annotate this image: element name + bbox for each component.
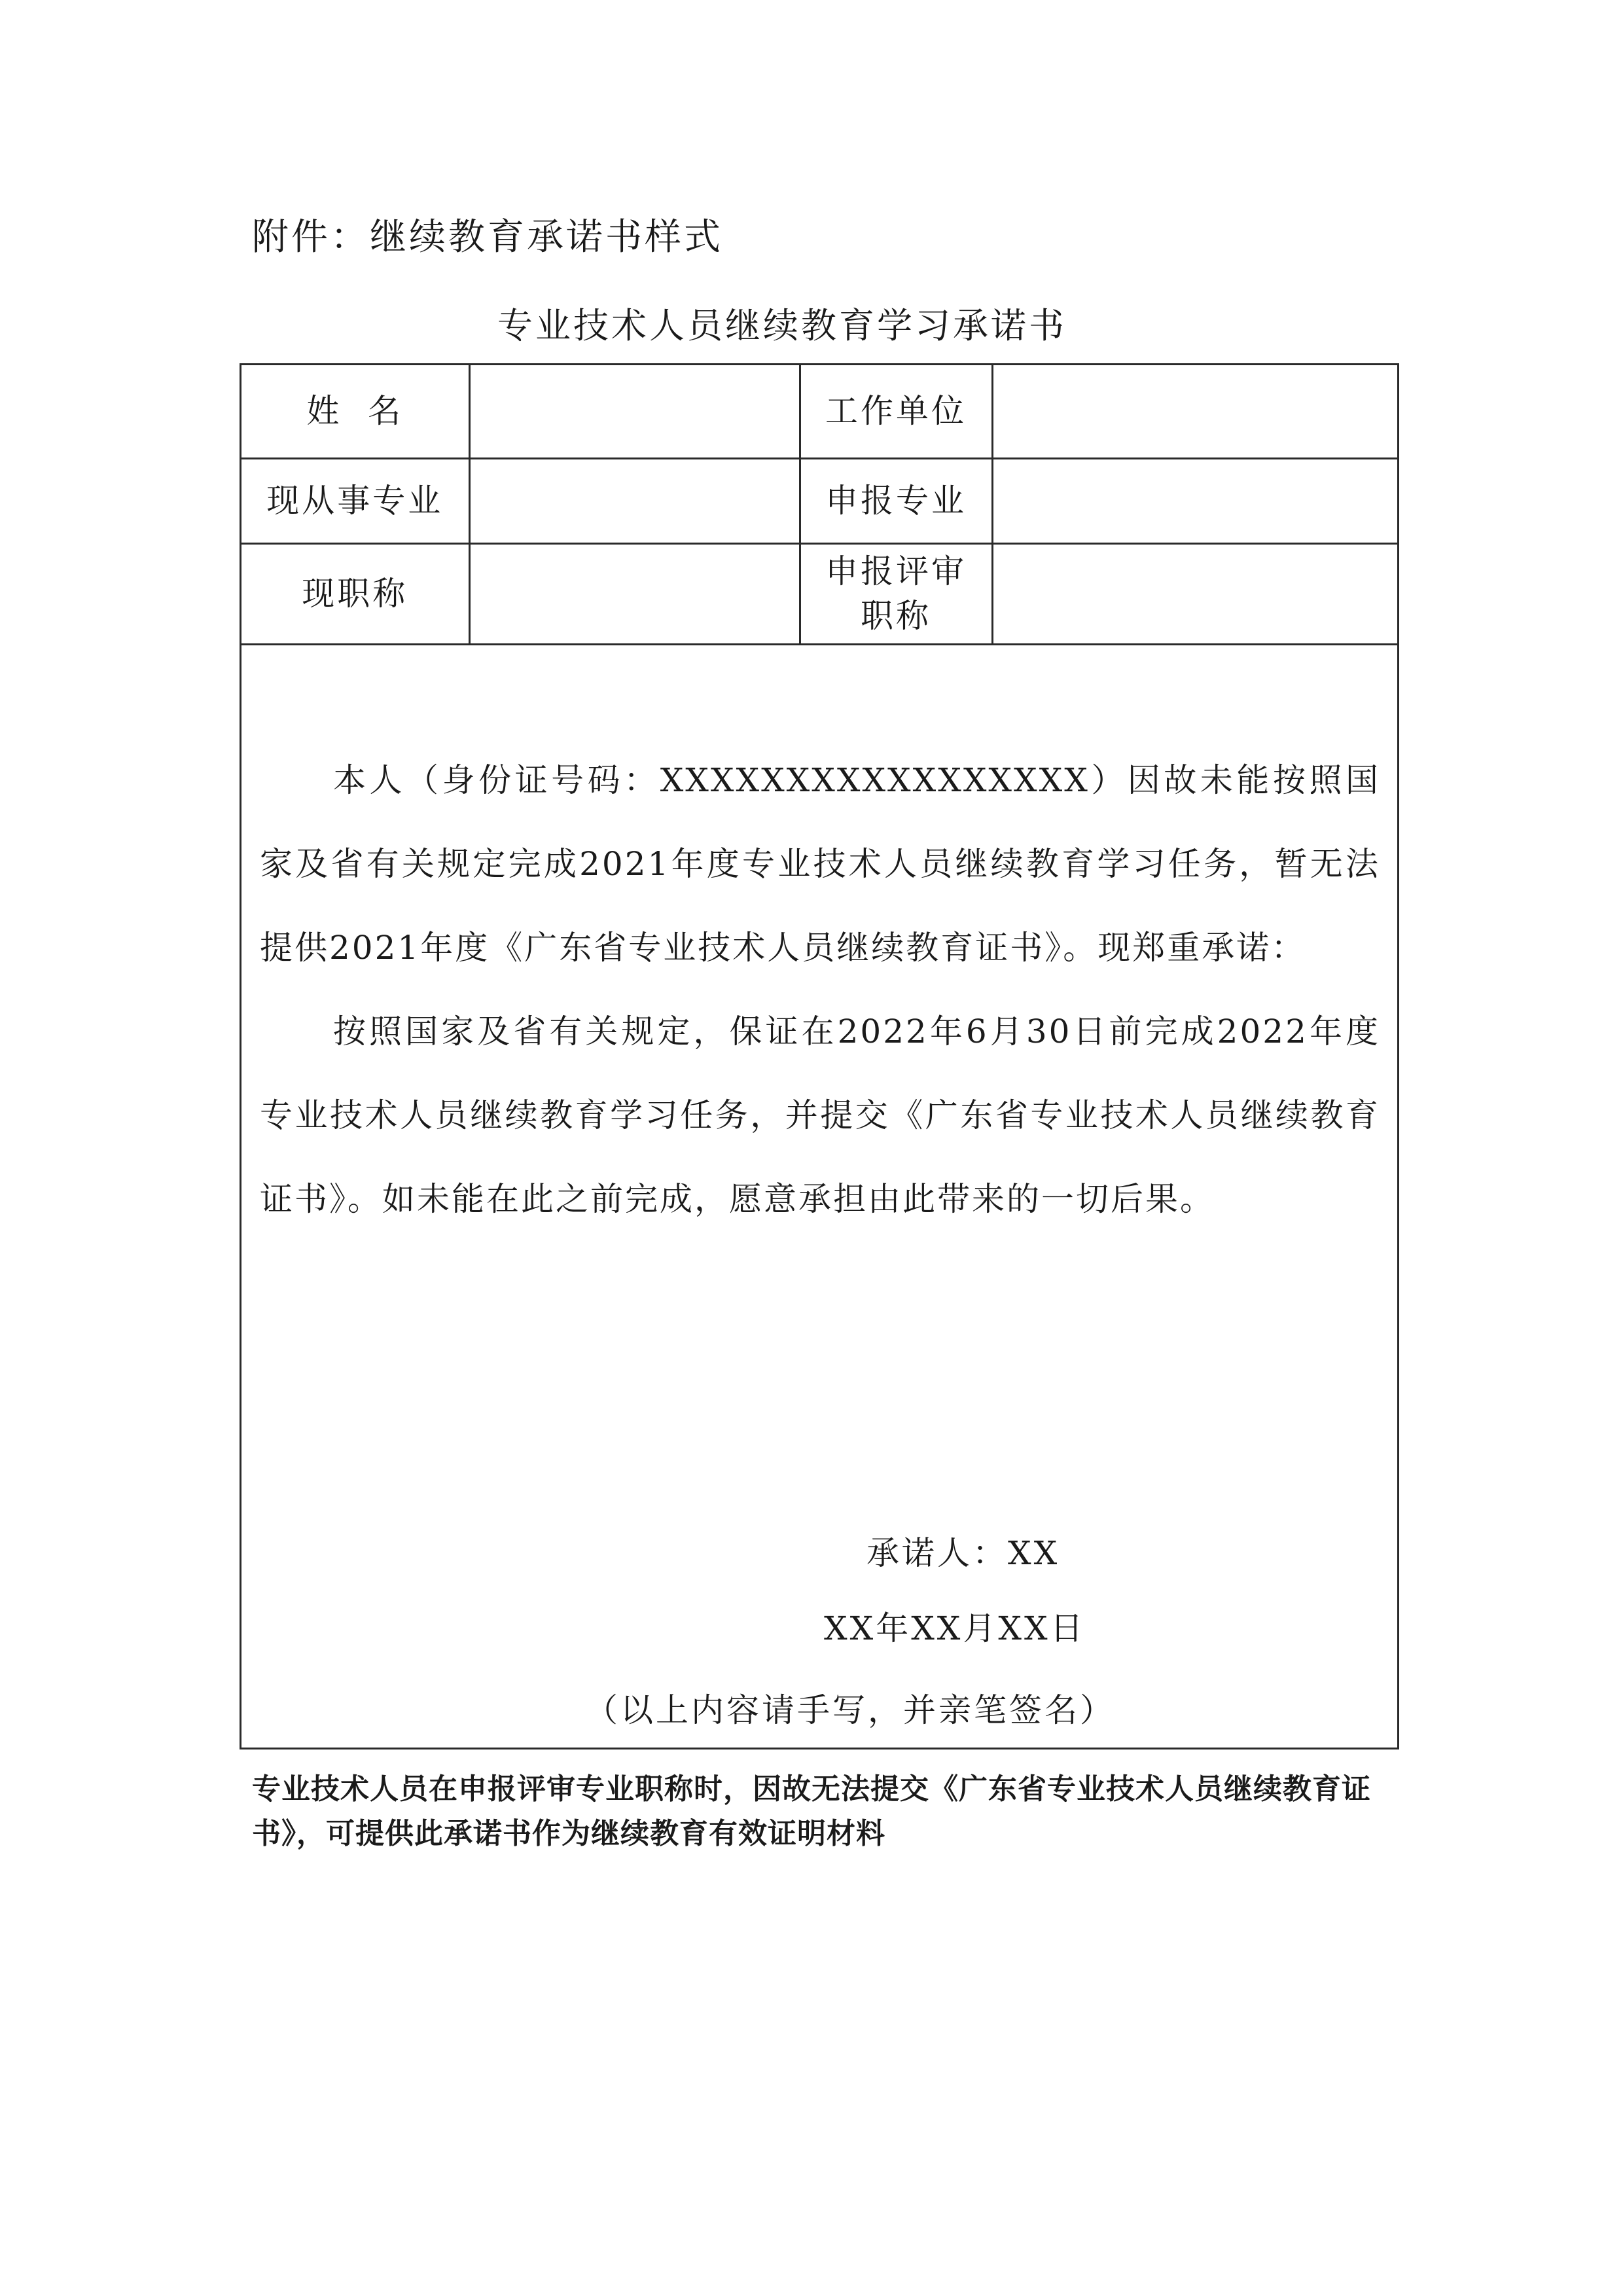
commitment-form (240, 363, 1399, 1749)
name-field[interactable] (469, 365, 800, 458)
document-title: 专业技术人员继续教育学习承诺书 (497, 305, 1067, 346)
current-specialty-label: 现从事专业 (241, 458, 469, 543)
current-title-label: 现职称 (241, 543, 469, 644)
current-title-field[interactable] (469, 543, 800, 644)
employer-label: 工作单位 (800, 365, 992, 458)
personal-info-table (241, 365, 1397, 645)
current-specialty-field[interactable] (469, 458, 800, 543)
commitment-body (260, 738, 1380, 1241)
commitment-paragraph-2: 按照国家及省有关规定，保证在2022年6月30日前完成2022年度专业技术人员继续教育学习任务，并提交《广东省专业技术人员继续教育证书》。如未能在此之前完成，愿意承担由此带来的一切后果。 (260, 1013, 1380, 1218)
signature-date: XX年XX月XX日 (824, 1609, 1086, 1647)
employer-field[interactable] (992, 365, 1397, 458)
commitment-paragraph-1: 本人（身份证号码：XXXXXXXXXXXXXXXXX）因故未能按照国家及省有关规定完成2021年度专业技术人员继续教育学习任务，暂无法提供2021年度《广东省专业技术人员继续教育证书》。现郑重承诺： (260, 761, 1380, 967)
handwrite-note: （以上内容请手写，并亲笔签名） (585, 1691, 1115, 1729)
applied-title-field[interactable] (992, 543, 1397, 644)
applied-title-label (800, 543, 992, 644)
footnote: 专业技术人员在申报评审专业职称时，因故无法提交《广东省专业技术人员继续教育证书》，可提供此承诺书作为继续教育有效证明材料 (252, 1772, 1371, 1850)
table-row (241, 365, 1397, 458)
applied-specialty-label: 申报专业 (800, 458, 992, 543)
name-label: 姓 名 (241, 365, 469, 458)
signer-line: 承诺人：XX (866, 1534, 1060, 1572)
applied-title-label-line2: 职称 (861, 597, 931, 635)
attachment-title: 附件：继续教育承诺书样式 (252, 216, 723, 259)
applied-title-label-line1: 申报评审 (825, 552, 967, 590)
table-row (241, 543, 1397, 644)
table-row (241, 458, 1397, 543)
applied-specialty-field[interactable] (992, 458, 1397, 543)
